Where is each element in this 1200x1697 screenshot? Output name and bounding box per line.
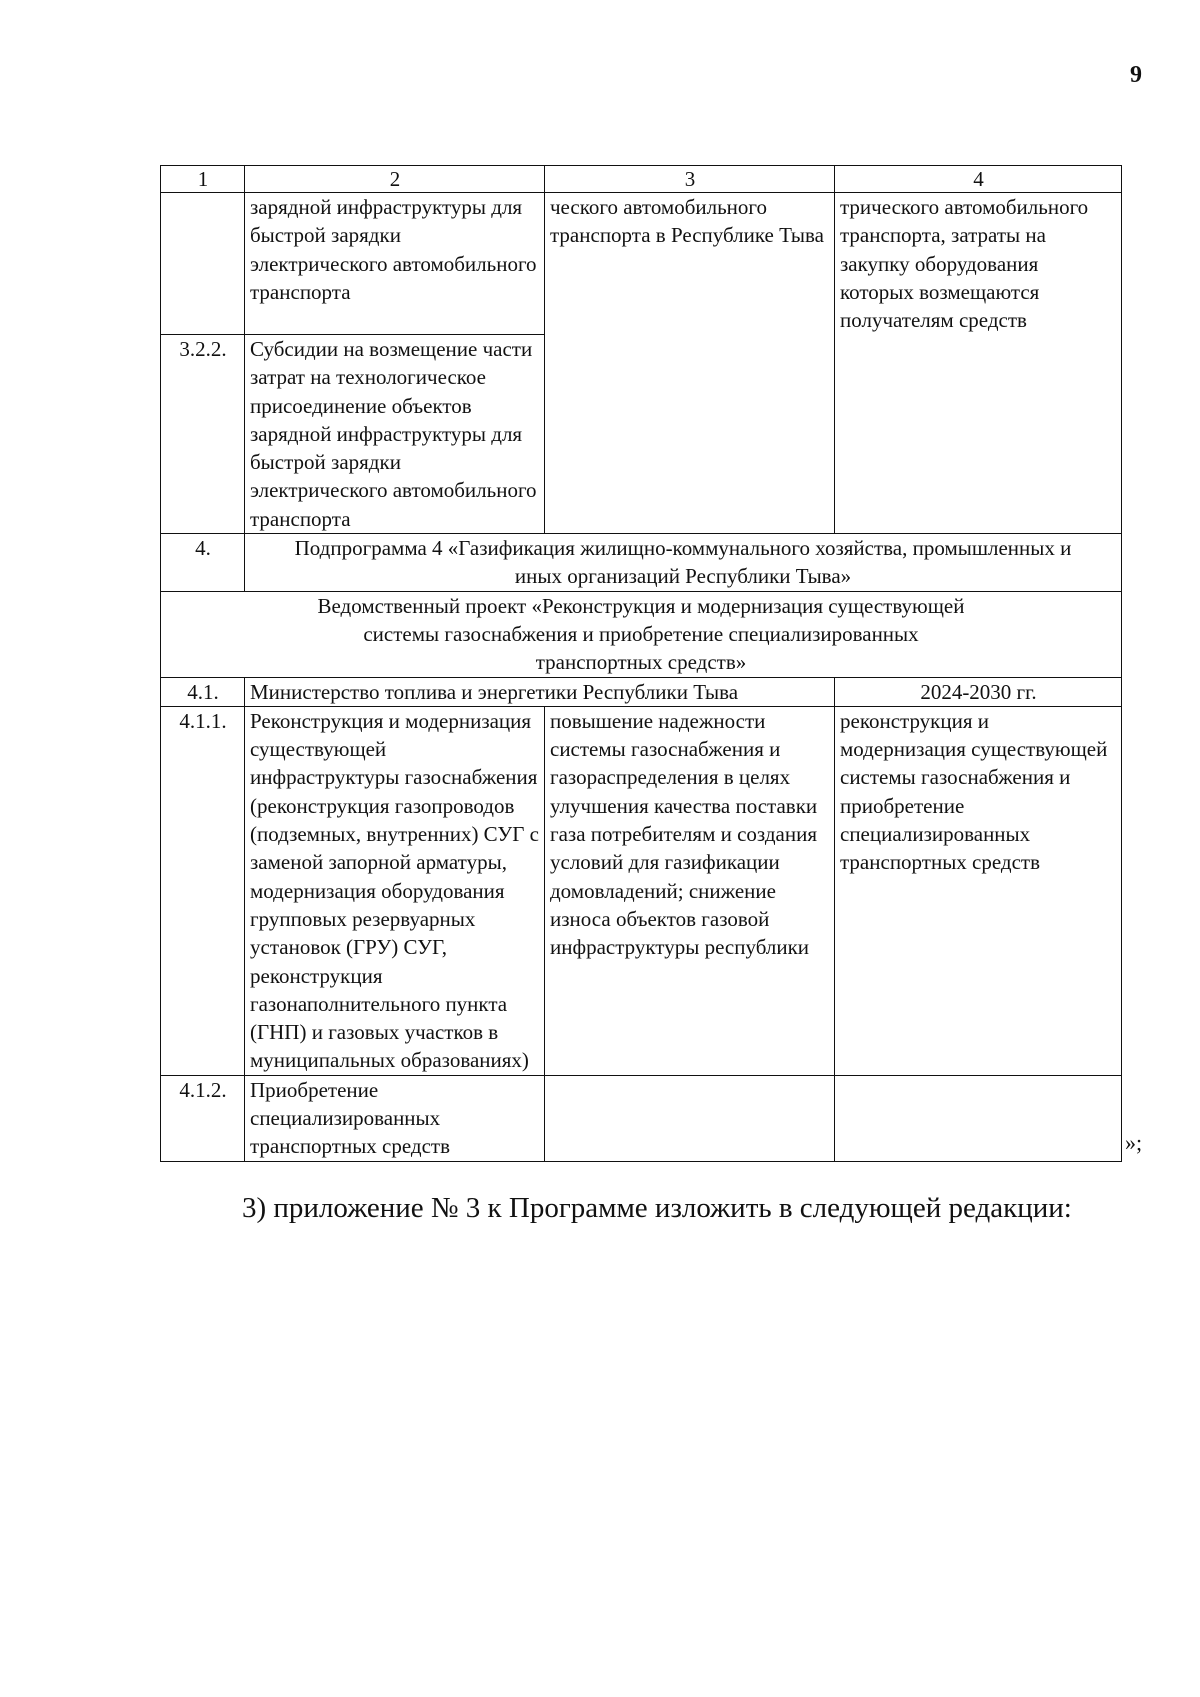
table-row <box>161 193 1122 335</box>
row-number-cell: 3.2.2. <box>161 334 245 533</box>
row-indicator-cell <box>835 334 1122 533</box>
row-result-cell <box>545 1075 835 1161</box>
table-header-row <box>161 166 1122 193</box>
table-row <box>161 706 1122 1075</box>
amendment-text: 3) приложение № 3 к Программе изложить в следующей редакции: <box>242 1192 1072 1224</box>
ministry-row <box>161 677 1122 706</box>
row-indicator-cell: трического автомобильного транспорта, затраты на закупку оборудования которых возмещаются получателям средств <box>835 193 1122 335</box>
row-activity-cell: Реконструкция и модернизация существующей инфраструктуры газоснабжения (реконструкция газопроводов (подземных, внутренних) СУГ с заменой запорной арматуры, модернизация оборудования групповых резервуарных установок (ГРУ) СУГ, реконструкция газонаполнительного пункта (ГНП) и газовых участков в муниципальных образованиях) <box>245 706 545 1075</box>
row-indicator-cell <box>835 1075 1122 1161</box>
row-activity-cell: зарядной инфраструктуры для быстрой зарядки электрического автомобильного транспорта <box>245 193 545 335</box>
row-activity-cell: Субсидии на возмещение части затрат на технологическое присоединение объектов зарядной инфраструктуры для быстрой зарядки электрического автомобильного транспорта <box>245 334 545 533</box>
row-result-cell: повышение надежности системы газоснабжения и газораспределения в целях улучшения качества поставки газа потребителям и создания условий для газификации домовладений; снижение износа объектов газовой инфраструктуры республики <box>545 706 835 1075</box>
row-result-cell: ческого автомобильного транспорта в Республике Тыва <box>545 193 835 335</box>
header-col-3: 3 <box>545 166 835 193</box>
ministry-name: Министерство топлива и энергетики Республики Тыва <box>245 677 835 706</box>
header-col-2: 2 <box>245 166 545 193</box>
row-number-cell: 4.1. <box>161 677 245 706</box>
project-title: Ведомственный проект «Реконструкция и модернизация существующей системы газоснабжения и приобретение специализированных транспортных средств» <box>161 591 1122 677</box>
table-row <box>161 334 1122 533</box>
closing-quote: »; <box>1125 1130 1143 1155</box>
row-activity-cell: Приобретение специализированных транспортных средств <box>245 1075 545 1161</box>
row-indicator-cell: реконструкция и модернизация существующей системы газоснабжения и приобретение специализированных транспортных средств <box>835 706 1122 1075</box>
subprogram-title: Подпрограмма 4 «Газификация жилищно-коммунального хозяйства, промышленных и иных организаций Республики Тыва» <box>245 534 1122 592</box>
row-number-cell <box>161 193 245 335</box>
program-table <box>160 165 1122 1162</box>
project-row <box>161 591 1122 677</box>
page-number: 9 <box>1130 62 1142 88</box>
period-cell: 2024-2030 гг. <box>835 677 1122 706</box>
row-number-cell: 4. <box>161 534 245 592</box>
table-row <box>161 1075 1122 1161</box>
header-col-4: 4 <box>835 166 1122 193</box>
row-result-cell <box>545 334 835 533</box>
row-number-cell: 4.1.2. <box>161 1075 245 1161</box>
subprogram-row <box>161 534 1122 592</box>
row-number-cell: 4.1.1. <box>161 706 245 1075</box>
header-col-1: 1 <box>161 166 245 193</box>
